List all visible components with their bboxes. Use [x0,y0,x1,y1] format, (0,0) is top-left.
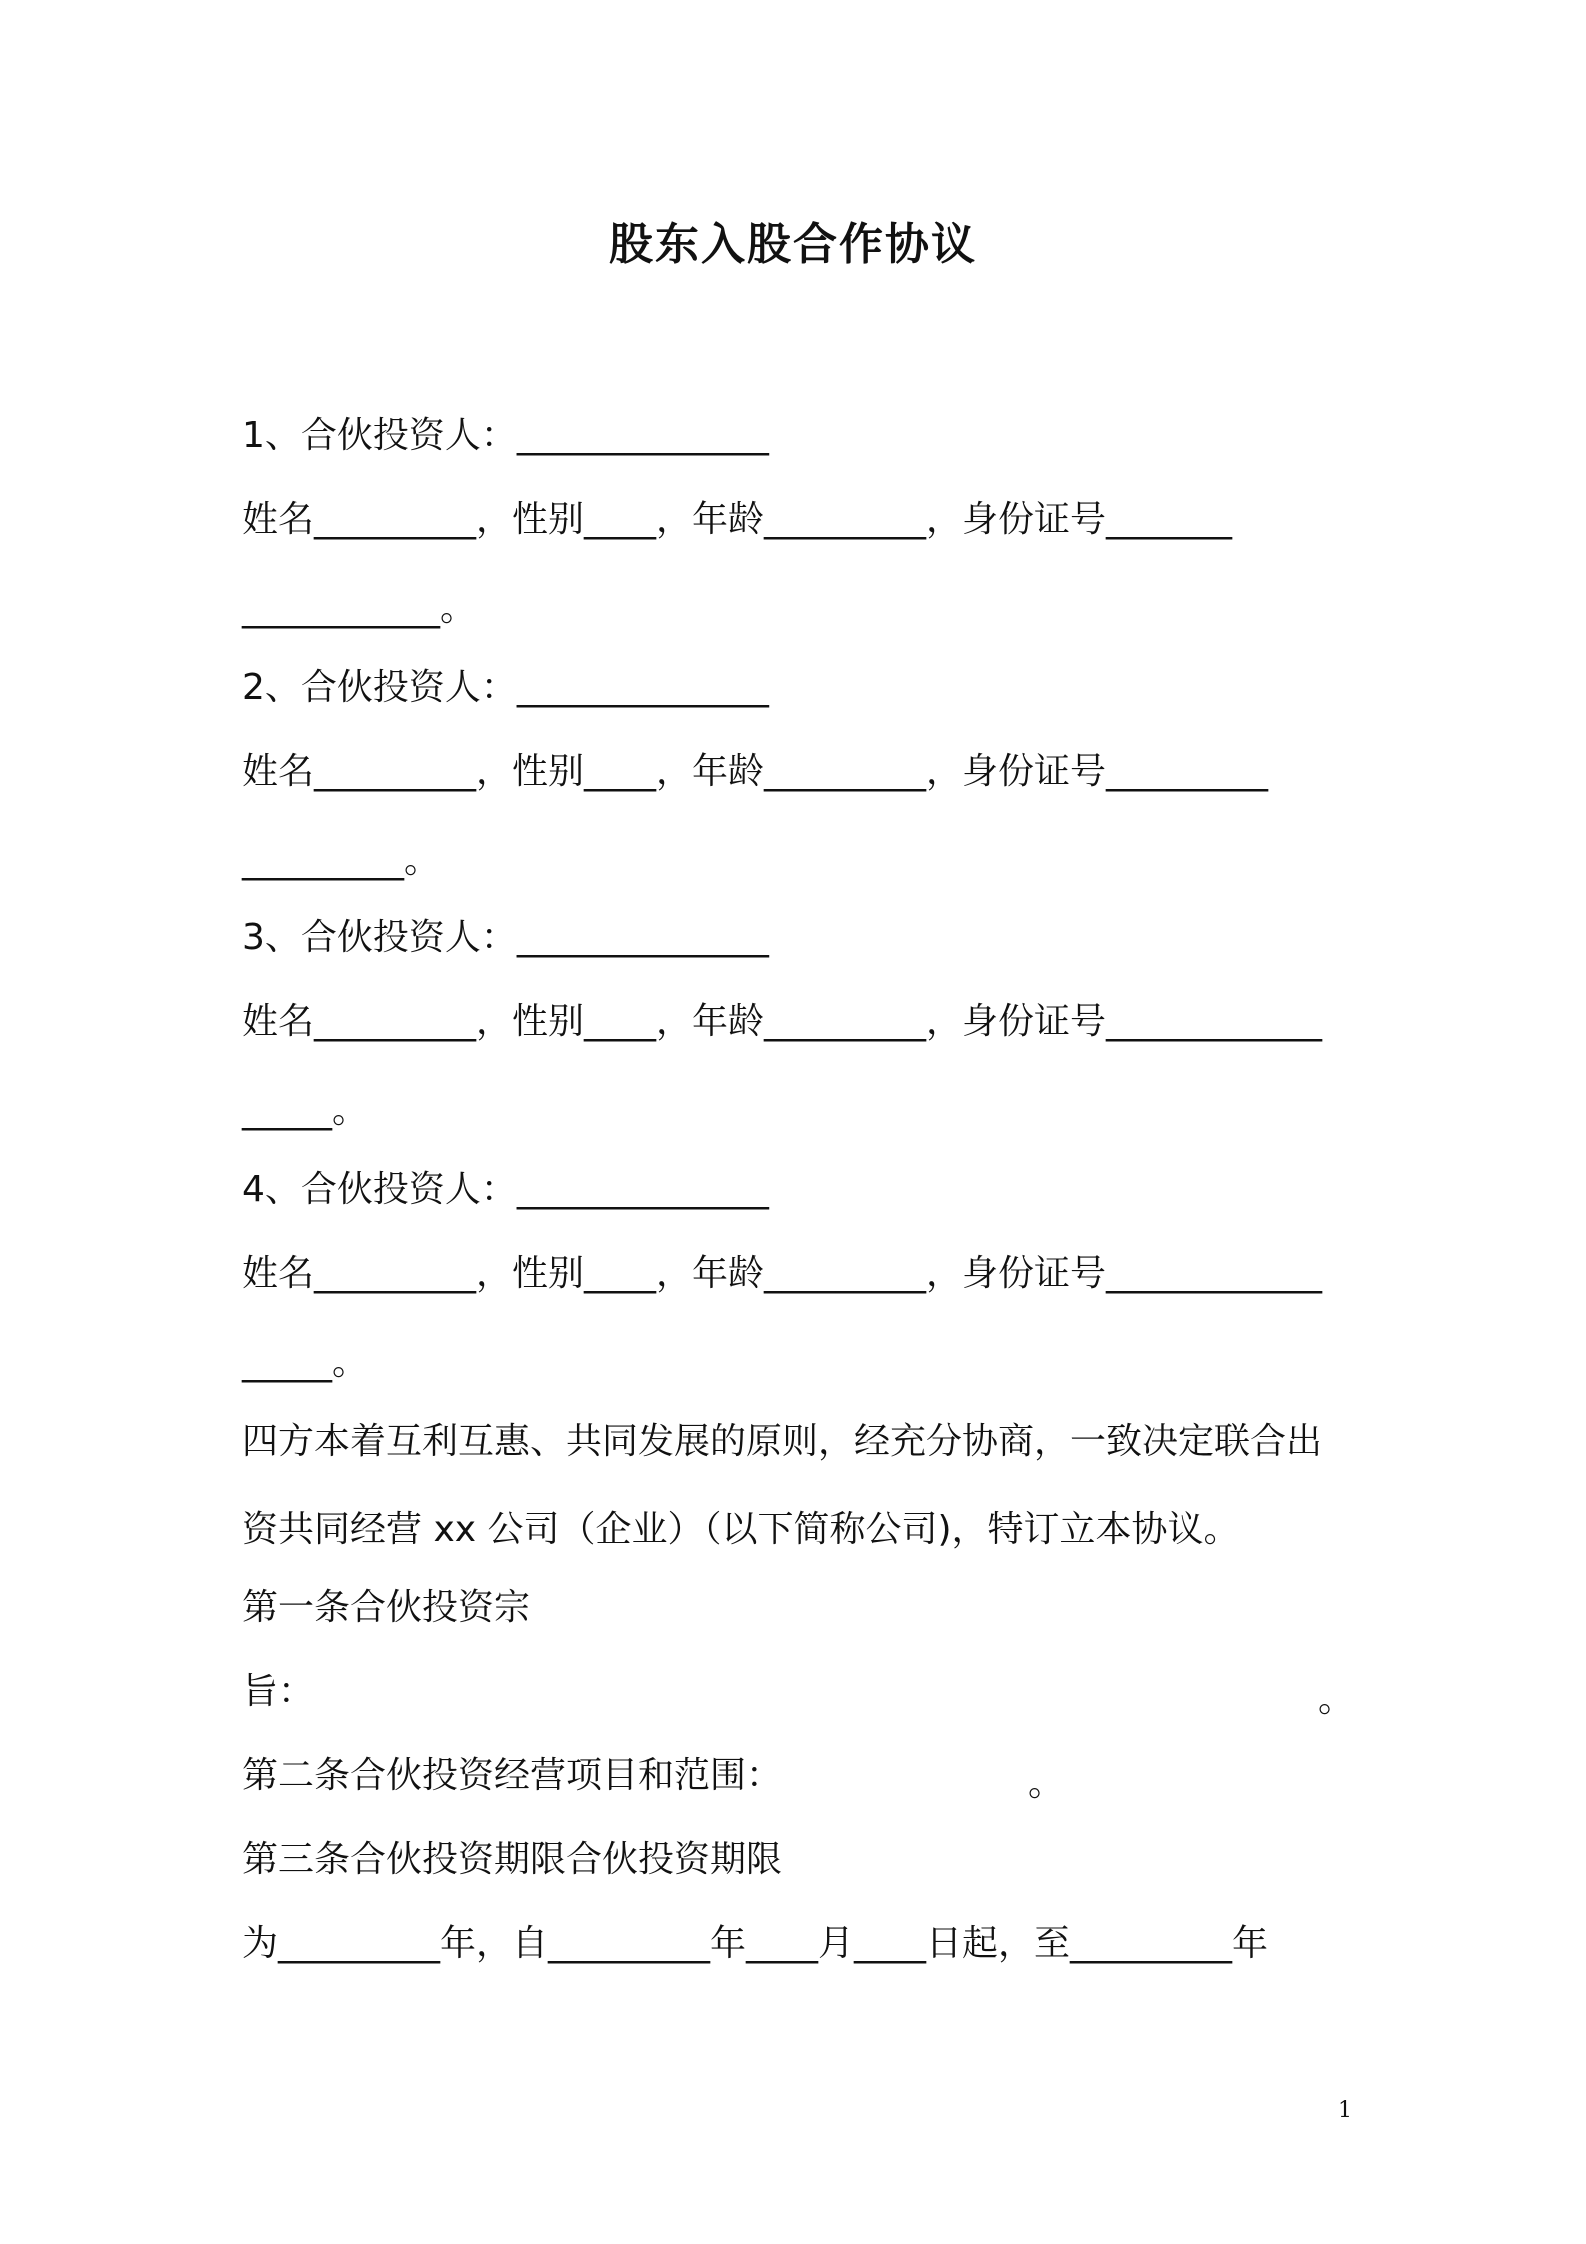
investor-2-details: 姓名_________，性别____，年龄_________，身份证号_________ [242,751,1269,792]
document-title: 股东入股合作协议 [609,219,977,270]
investor-4-id-continued: _____。 [242,1342,369,1383]
investor-2-id-continued: _________。 [242,840,441,881]
article-2-period: 。 [1028,1763,1065,1804]
investor-3-id-continued: _____。 [242,1090,369,1131]
page-number: 1 [1338,2098,1352,2123]
investor-3-details: 姓名_________，性别____，年龄_________，身份证号____________ [242,1001,1323,1042]
article-1-purpose: 旨： [242,1671,315,1712]
investor-2-heading: 2、合伙投资人：______________ [242,667,769,708]
investor-1-id-continued: ___________。 [242,588,477,629]
investor-1-details: 姓名_________，性别____，年龄_________，身份证号_______ [242,499,1233,540]
agreement-intro-line-2: 资共同经营 xx 公司（企业）（以下简称公司)，特订立本协议。 [242,1509,1240,1550]
article-1-period: 。 [1318,1679,1355,1720]
article-1-heading: 第一条合伙投资宗 [242,1587,531,1628]
article-2-heading: 第二条合伙投资经营项目和范围： [242,1755,783,1796]
article-3-term: 为_________年，自_________年____月____日起，至_________年 [242,1923,1269,1964]
investor-1-heading: 1、合伙投资人：______________ [242,415,769,456]
investor-3-heading: 3、合伙投资人：______________ [242,917,769,958]
agreement-intro-line-1: 四方本着互利互惠、共同发展的原则，经充分协商，一致决定联合出 [242,1421,1323,1462]
investor-4-details: 姓名_________，性别____，年龄_________，身份证号____________ [242,1253,1323,1294]
article-3-heading: 第三条合伙投资期限合伙投资期限 [242,1839,783,1880]
investor-4-heading: 4、合伙投资人：______________ [242,1169,769,1210]
